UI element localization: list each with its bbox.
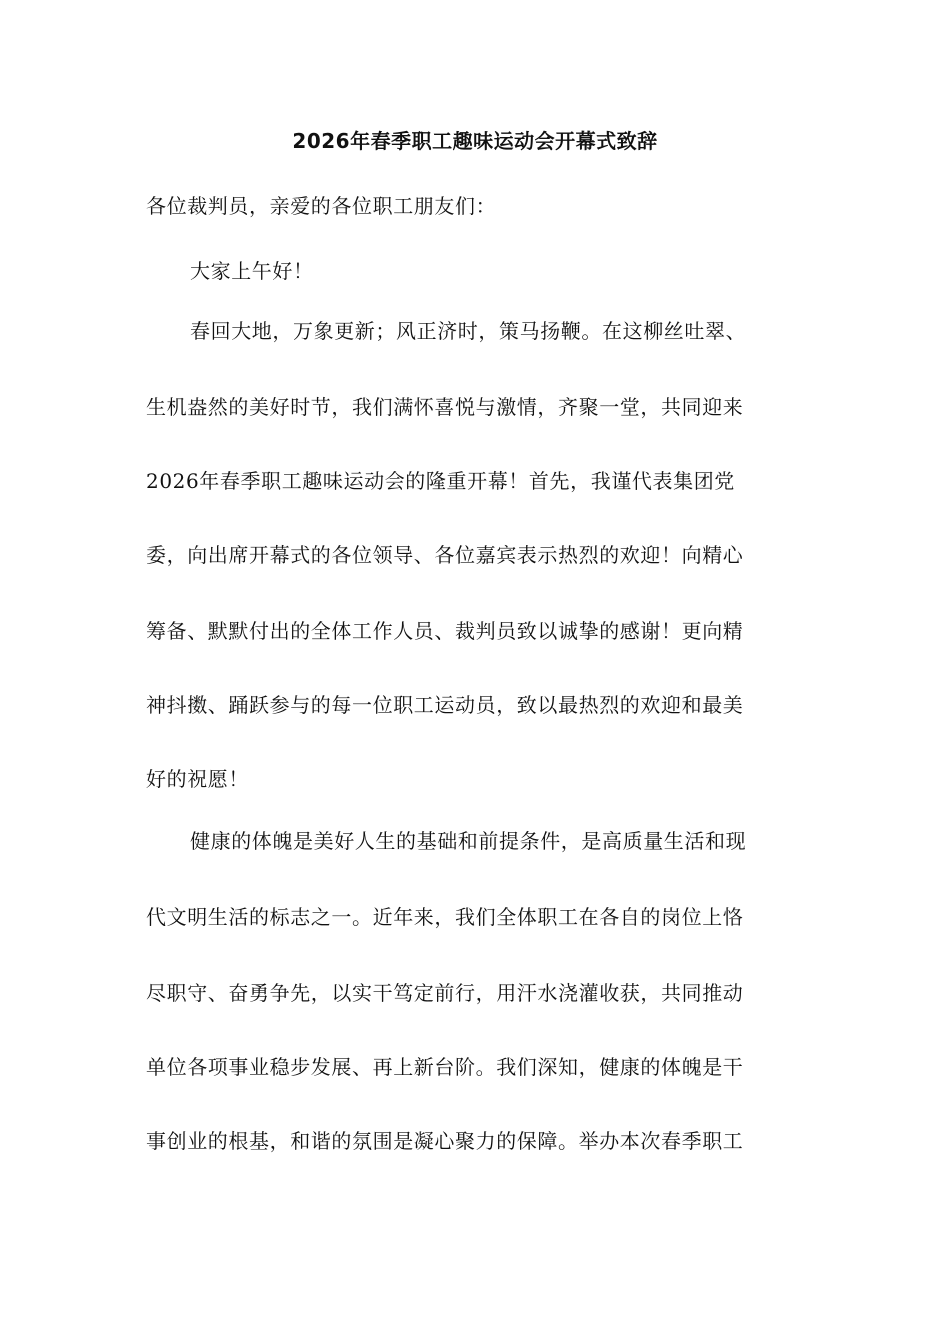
- greeting-line: 大家上午好！: [190, 259, 314, 283]
- paragraph-line: 2026年春季职工趣味运动会的隆重开幕！首先，我谨代表集团党: [146, 469, 735, 493]
- salutation-line: 各位裁判员，亲爱的各位职工朋友们：: [146, 194, 497, 218]
- paragraph-line: 健康的体魄是美好人生的基础和前提条件，是高质量生活和现: [190, 829, 747, 853]
- paragraph-line: 筹备、默默付出的全体工作人员、裁判员致以诚挚的感谢！更向精: [146, 619, 744, 643]
- paragraph-line: 好的祝愿！: [146, 767, 249, 791]
- paragraph-line: 春回大地，万象更新；风正济时，策马扬鞭。在这柳丝吐翠、: [190, 319, 747, 343]
- paragraph-line: 尽职守、奋勇争先，以实干笃定前行，用汗水浇灌收获，共同推动: [146, 981, 744, 1005]
- paragraph-line: 神抖擞、踊跃参与的每一位职工运动员，致以最热烈的欢迎和最美: [146, 693, 744, 717]
- paragraph-line: 生机盎然的美好时节，我们满怀喜悦与激情，齐聚一堂，共同迎来: [146, 395, 744, 419]
- paragraph-line: 单位各项事业稳步发展、再上新台阶。我们深知，健康的体魄是干: [146, 1055, 744, 1079]
- paragraph-line: 委，向出席开幕式的各位领导、各位嘉宾表示热烈的欢迎！向精心: [146, 543, 744, 567]
- document-title: 2026年春季职工趣味运动会开幕式致辞: [292, 129, 658, 153]
- paragraph-line: 事创业的根基，和谐的氛围是凝心聚力的保障。举办本次春季职工: [146, 1129, 744, 1153]
- paragraph-line: 代文明生活的标志之一。近年来，我们全体职工在各自的岗位上恪: [146, 905, 744, 929]
